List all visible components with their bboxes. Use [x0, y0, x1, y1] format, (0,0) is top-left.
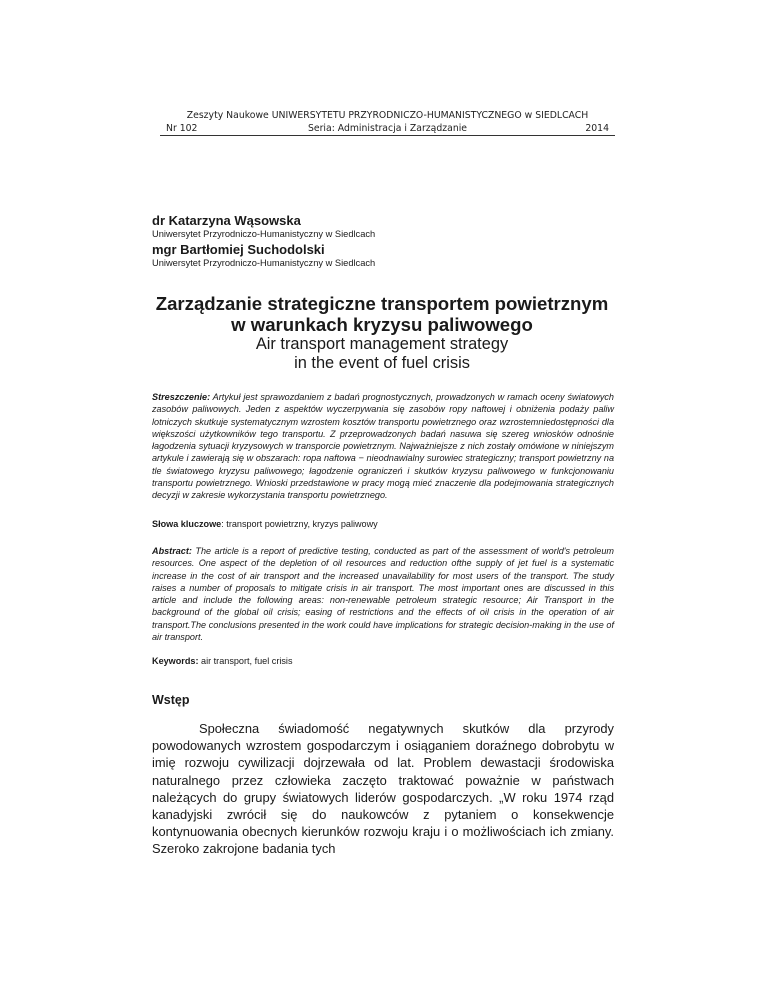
authors-block	[152, 213, 612, 271]
abstract-english-text: The article is a report of predictive testing, conducted as part of the assessment of world's petroleum resources. One aspect of the depletion of oil resources and reduction ofthe supply of jet fuel is a systematic increase in the cost of air transport and the increased unavailability for most users of the transport. The study raises a number of proposals to mitigate crisis in air transport. The most important ones are discussed in this article and include the following areas: non-renewable petroleum strategic resource; Air Transport in the background of the global oil crisis; easing of restrictions and the effects of oil crisis in the operation of air transport.The conclusions presented in the work could have implications for strategic decision-making in the use of air transport.	[152, 546, 614, 643]
abstract-polish-text: Artykuł jest sprawozdaniem z badań prognostycznych, prowadzonych w ramach oceny światowych zasobów paliwowych. Jeden z aspektów wyczerpywania się zasobów ropy naftowej i obniżenia podaży paliw lotniczych skutkuje systematycznym wzrostem kosztów transportu powietrznego oraz wzrostemniedostępności dla większości użytkowników tego transportu. Z przeprowadzonych badań nasuwa się szereg wniosków odnośnie łagodzenia sytuacji kryzysowych w transporcie powietrznym. Najważniejsze z nich zostały omówione w niniejszym artykule i zawierają się w obszarach: ropa naftowa − nieodnawialny surowiec strategiczny; transport powietrzny na tle światowego kryzysu paliwowego; łagodzenie ograniczeń i skutków kryzysu paliwowego w funkcjonowaniu transportu powietrznego. Wnioski przedstawione w pracy mogą mieć znaczenie dla podejmowania strategicznych decyzji w zakresie wykorzystania transportu powietrznego.	[152, 392, 614, 501]
title-english-line1: Air transport management strategy	[255, 335, 509, 353]
abstract-english-label: Abstract:	[152, 546, 192, 556]
keywords-english-label: Keywords:	[152, 656, 199, 666]
keywords-english	[152, 655, 614, 667]
author-affiliation: Uniwersytet Przyrodniczo-Humanistyczny w Siedlcach	[152, 229, 376, 239]
title-english-line2: in the event of fuel crisis	[294, 354, 470, 372]
author-name: dr Katarzyna Wąsowska	[152, 213, 301, 228]
abstract-polish	[152, 391, 614, 502]
title-polish-line1: Zarządzanie strategiczne transportem powietrznym	[155, 293, 609, 314]
keywords-polish-text: : transport powietrzny, kryzys paliwowy	[221, 519, 378, 529]
keywords-english-text: air transport, fuel crisis	[198, 656, 293, 666]
journal-meta-row	[160, 122, 615, 135]
abstract-polish-label: Streszczenie:	[152, 392, 211, 402]
header-divider	[160, 135, 615, 136]
author-affiliation: Uniwersytet Przyrodniczo-Humanistyczny w Siedlcach	[152, 258, 376, 268]
journal-issue: Nr 102	[166, 123, 198, 134]
abstract-english	[152, 545, 614, 643]
journal-year: 2014	[585, 123, 609, 134]
keywords-polish-label: Słowa kluczowe	[152, 519, 222, 529]
journal-series: Seria: Administracja i Zarządzanie	[307, 123, 468, 134]
section-heading: Wstęp	[152, 693, 190, 707]
title-polish-line2: w warunkach kryzysu paliwowego	[231, 314, 533, 335]
keywords-polish	[152, 518, 614, 530]
author-name: mgr Bartłomiej Suchodolski	[152, 242, 325, 257]
article-titles	[152, 293, 612, 373]
journal-header	[160, 110, 615, 135]
body-paragraph: Społeczna świadomość negatywnych skutków dla przyrody powodowanych wzrostem gospodarczym i osiąganiem doraźnego dobrobytu w imię rozwoju cywilizacji dojrzewała od lat. Problem dewastacji środowiska naturalnego przez człowieka zaczęto traktować poważnie w państwach należących do grupy światowych liderów gospodarczych. „W roku 1974 rząd kanadyjski zwrócił się do naukowców z pytaniem o konsekwencje kontynuowania obecnych kierunków rozwoju kraju i o możliwościach ich zmiany. Szeroko zakrojone badania tych	[152, 721, 614, 857]
journal-title: Zeszyty Naukowe UNIWERSYTETU PRZYRODNICZO-HUMANISTYCZNEGO w SIEDLCACH	[186, 110, 589, 121]
